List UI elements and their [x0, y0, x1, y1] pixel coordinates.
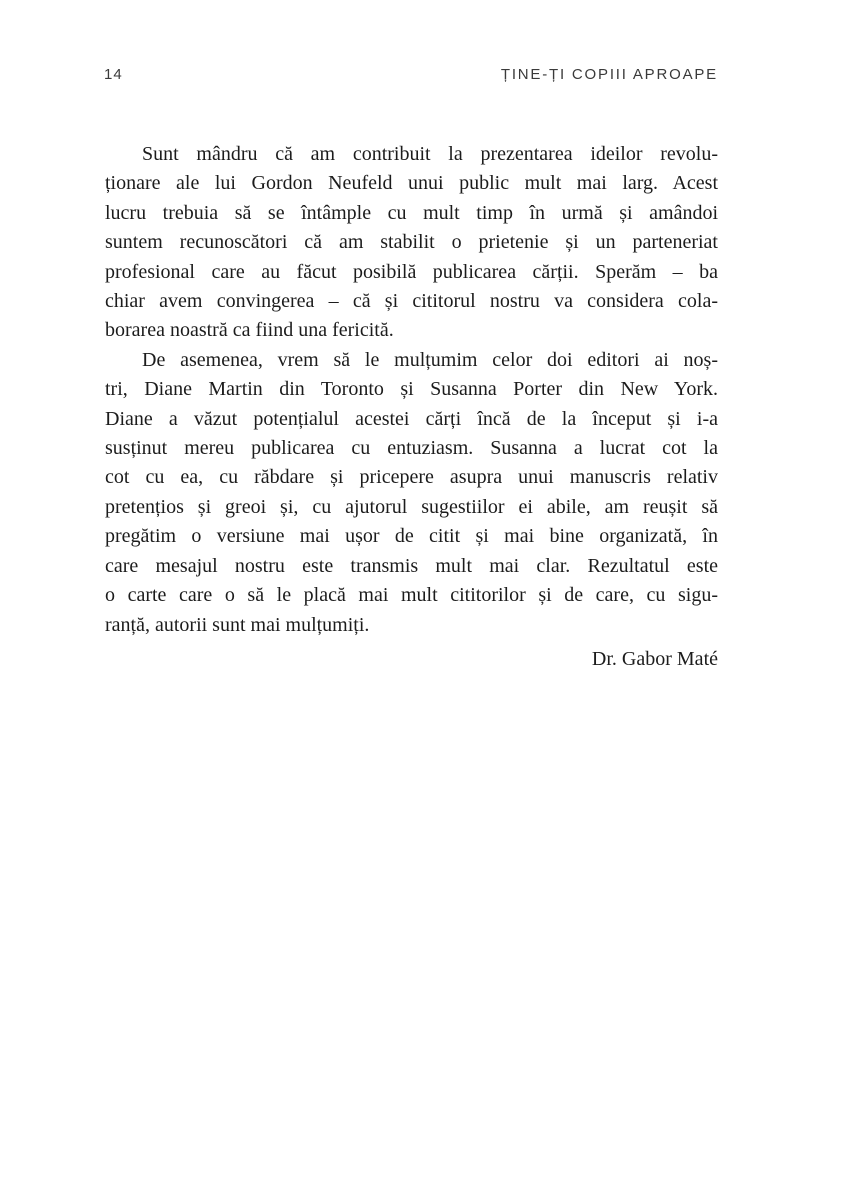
paragraph: [105, 140, 718, 346]
text-line: care mesajul nostru este transmis mult mai clar. Rezultatul este: [105, 554, 718, 577]
text-line: borarea noastră ca fiind una fericită.: [105, 319, 394, 342]
text-line: tri, Diane Martin din Toronto și Susanna Porter din New York.: [105, 378, 718, 401]
paragraphs-container: [105, 140, 718, 640]
page-number: 14: [104, 66, 123, 83]
text-line: ranță, autorii sunt mai mulțumiți.: [105, 613, 370, 636]
body-text: [105, 140, 718, 674]
text-line: De asemenea, vrem să le mulțumim celor doi editori ai noș-: [142, 348, 718, 371]
text-line: chiar avem convingerea – că și cititorul nostru va considera cola-: [105, 290, 718, 313]
running-title: ȚINE-ȚI COPIII APROAPE: [500, 66, 718, 83]
text-line: ționare ale lui Gordon Neufeld unui public mult mai larg. Acest: [105, 172, 718, 195]
text-line: susținut mereu publicarea cu entuziasm. Susanna a lucrat cot la: [105, 437, 718, 460]
author-signature: Dr. Gabor Maté: [591, 647, 718, 670]
paragraph: [105, 346, 718, 640]
running-header: [104, 66, 718, 83]
text-line: cot cu ea, cu răbdare și pricepere asupra unui manuscris relativ: [105, 466, 718, 489]
text-line: suntem recunoscători că am stabilit o prietenie și un parteneriat: [105, 231, 718, 254]
text-line: pretențios și greoi și, cu ajutorul sugestiilor ei abile, am reușit să: [105, 495, 718, 518]
text-line: lucru trebuia să se întâmple cu mult timp în urmă și amândoi: [105, 201, 718, 224]
text-line: profesional care au făcut posibilă publicarea cărții. Sperăm – ba: [105, 260, 718, 283]
text-line: Sunt mândru că am contribuit la prezentarea ideilor revolu-: [142, 143, 718, 165]
text-line: o carte care o să le placă mai mult cititorilor și de care, cu sigu-: [105, 584, 718, 607]
text-line: Diane a văzut potențialul acestei cărți încă de la început și i-a: [105, 407, 718, 430]
text-line: pregătim o versiune mai ușor de citit și mai bine organizată, în: [105, 525, 718, 548]
